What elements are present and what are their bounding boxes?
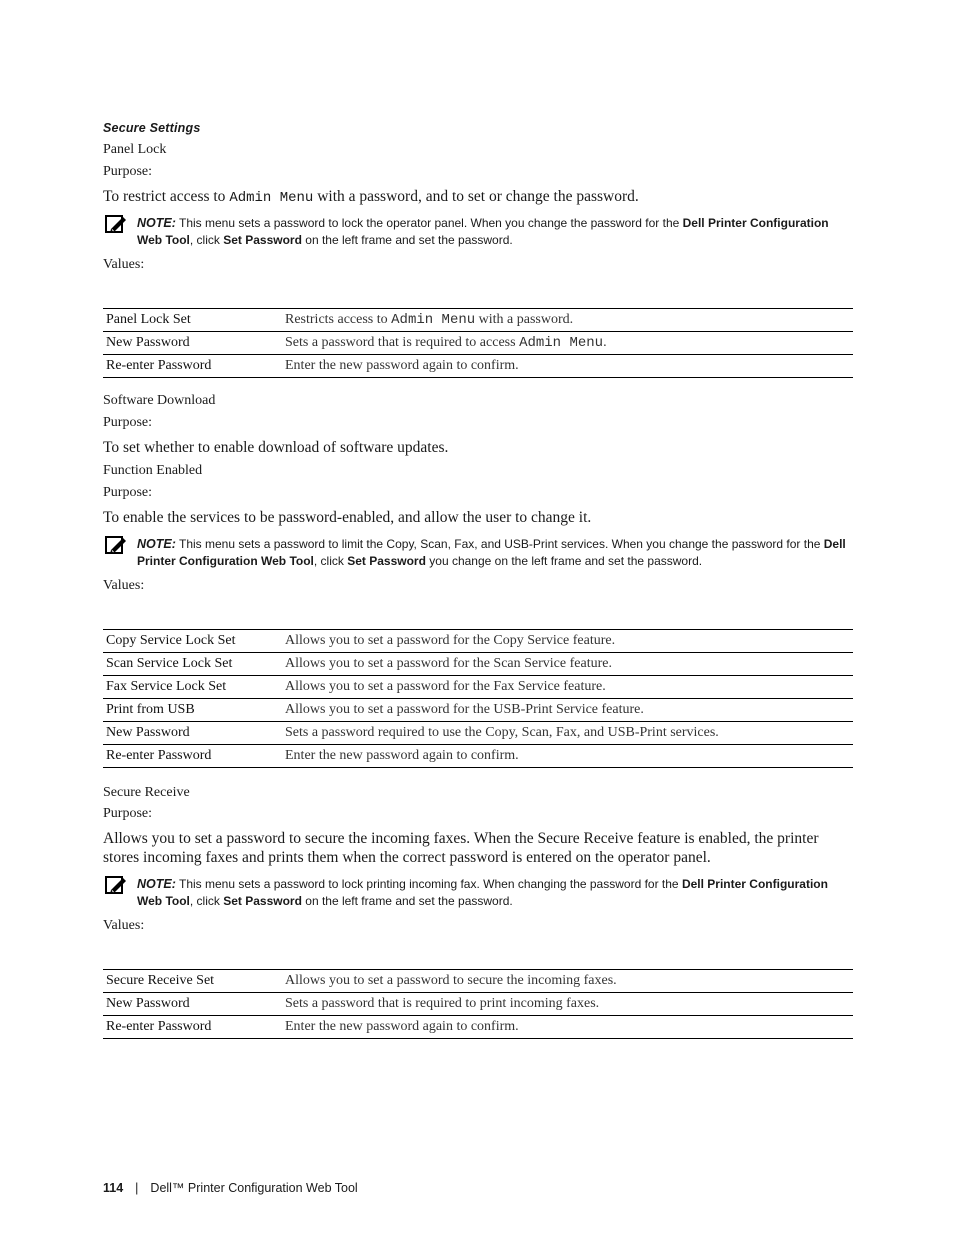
function-enabled-heading: Function Enabled [103,463,203,478]
note-pencil-icon [105,214,127,234]
panel-lock-values-table [103,308,853,378]
panel-lock-heading: Panel Lock [103,142,167,157]
function-enabled-values-table [103,629,853,768]
software-download-description: To set whether to enable download of software updates. [103,439,449,456]
function-enabled-values-label: Values: [103,578,145,593]
panel-lock-purpose-label: Purpose: [103,164,152,179]
table-row: Re-enter Password Enter the new password again to confirm. [103,1016,853,1039]
table-row: Fax Service Lock Set Allows you to set a password for the Fax Service feature. [103,676,853,699]
table-row: Re-enter Password Enter the new password again to confirm. [103,745,853,768]
panel-lock-description: To restrict access to Admin Menu with a password, and to set or change the password. [103,188,639,206]
software-download-purpose-label: Purpose: [103,415,152,430]
footer-separator: | [135,1181,139,1195]
page-number: 114 [103,1181,124,1195]
function-enabled-purpose-label: Purpose: [103,485,152,500]
software-download-heading: Software Download [103,393,216,408]
secure-receive-description: Allows you to set a password to secure the incoming faxes. When the Secure Receive feature is enabled, the printer stores incoming faxes and prints them when the correct password is entered on the operator panel. [103,830,819,866]
table-row: Copy Service Lock Set Allows you to set a password for the Copy Service feature. [103,630,853,653]
table-row: Secure Receive Set Allows you to set a password to secure the incoming faxes. [103,970,853,993]
table-row: Print from USB Allows you to set a password for the USB-Print Service feature. [103,699,853,722]
secure-receive-purpose-label: Purpose: [103,806,152,821]
admin-menu-code: Admin Menu [229,190,314,206]
section-title: Secure Settings [103,121,201,135]
secure-receive-values-label: Values: [103,918,145,933]
footer-title: Dell™ Printer Configuration Web Tool [150,1181,358,1195]
table-row: New Password Sets a password required to use the Copy, Scan, Fax, and USB-Print services. [103,722,853,745]
page-footer [103,1181,358,1195]
table-row: Re-enter Password Enter the new password again to confirm. [103,355,853,378]
table-row: New Password Sets a password that is required to access Admin Menu. [103,332,853,355]
note-pencil-icon [105,875,127,895]
note-pencil-icon [105,535,127,555]
panel-lock-values-label: Values: [103,257,145,272]
table-row: Panel Lock Set Restricts access to Admin Menu with a password. [103,309,853,332]
table-row: Scan Service Lock Set Allows you to set a password for the Scan Service feature. [103,653,853,676]
table-row: New Password Sets a password that is required to print incoming faxes. [103,993,853,1016]
secure-receive-heading: Secure Receive [103,785,190,800]
secure-receive-values-table [103,969,853,1039]
function-enabled-description: To enable the services to be password-enabled, and allow the user to change it. [103,509,592,526]
